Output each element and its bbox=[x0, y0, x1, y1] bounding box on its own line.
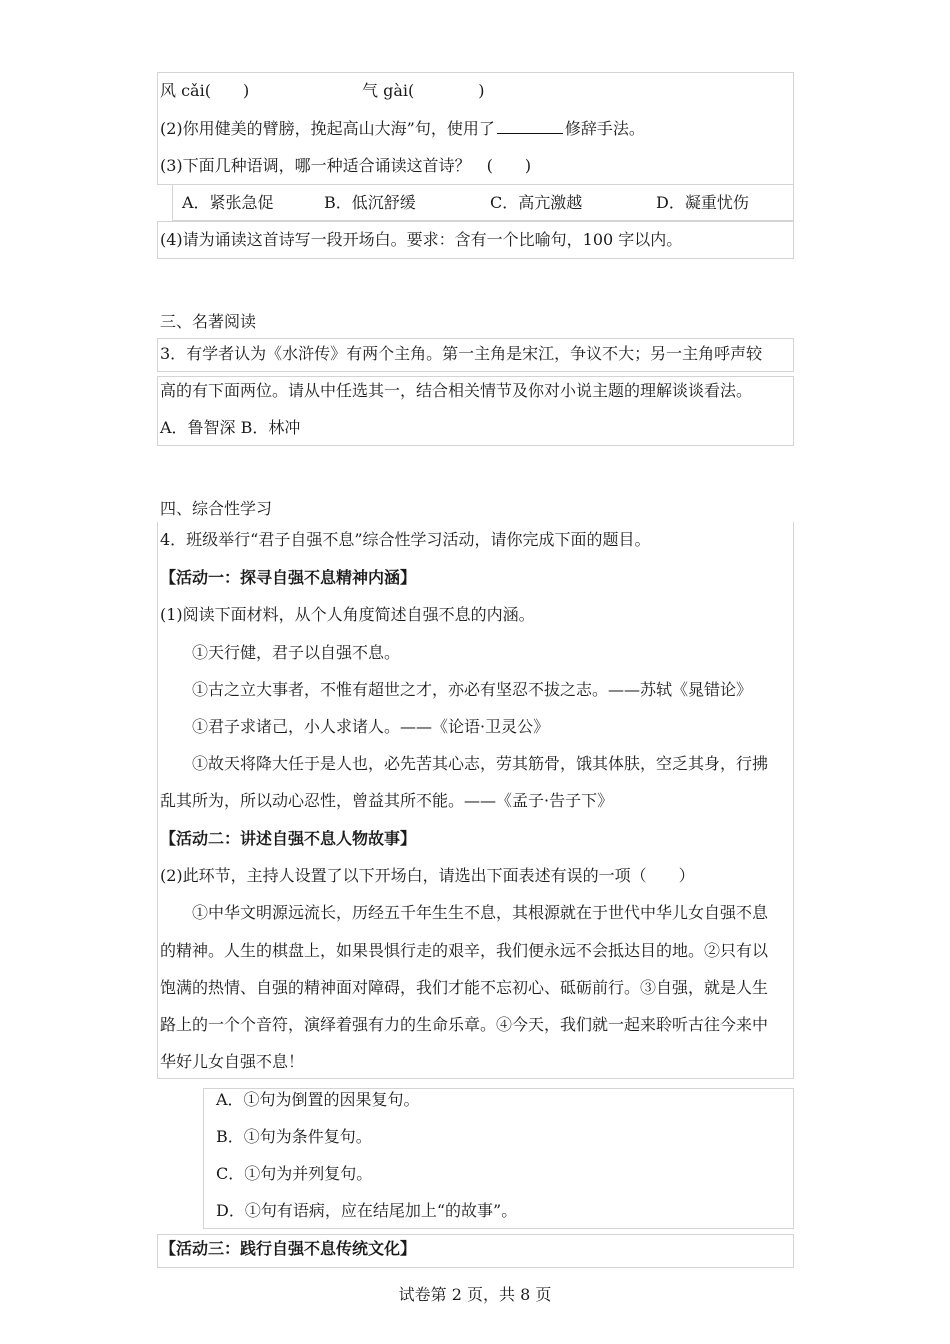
option-d[interactable]: D．凝重忧伤 bbox=[656, 193, 749, 212]
passage-line-3: 饱满的热情、自强的精神面对障碍，我们才能不忘初心、砥砺前行。③自强，就是人生 bbox=[160, 978, 769, 997]
question-4-intro: 4．班级举行“君子自强不息”综合性学习活动，请你完成下面的题目。 bbox=[160, 530, 651, 549]
answer-blank[interactable] bbox=[497, 117, 563, 134]
question-4-2: (2)此环节，主持人设置了以下开场白，请选出下面表述有误的一项（ ） bbox=[160, 866, 695, 885]
choice-c[interactable]: C．①句为并列复句。 bbox=[216, 1164, 373, 1183]
activity-2-title: 【活动二：讲述自强不息人物故事】 bbox=[160, 829, 417, 848]
option-c[interactable]: C．高亢激越 bbox=[490, 193, 583, 212]
section-heading-3: 三、名著阅读 bbox=[160, 312, 257, 331]
pinyin-qi: 气 gài( ) bbox=[362, 81, 485, 100]
passage-line-1: ①中华文明源远流长，历经五千年生生不息，其根源就在于世代中华儿女自强不息 bbox=[192, 903, 769, 922]
question-3-line1: 3．有学者认为《水浒传》有两个主角。第一主角是宋江，争议不大；另一主角呼声较 bbox=[160, 344, 763, 363]
quote-4: ①故天将降大任于是人也，必先苦其心志，劳其筋骨，饿其体肤，空乏其身，行拂 bbox=[192, 754, 769, 773]
activity-3-title: 【活动三：践行自强不息传统文化】 bbox=[160, 1239, 417, 1258]
question-4-1: (1)阅读下面材料，从个人角度简述自强不息的内涵。 bbox=[160, 605, 535, 624]
choice-b[interactable]: B．①句为条件复句。 bbox=[216, 1127, 372, 1146]
quote-3: ①君子求诸己，小人求诸人。——《论语·卫灵公》 bbox=[192, 717, 550, 736]
section-heading-4: 四、综合性学习 bbox=[160, 499, 273, 518]
passage-line-5: 华好儿女自强不息！ bbox=[160, 1052, 305, 1071]
pinyin-feng: 风 cǎi( ) bbox=[160, 81, 250, 100]
passage-line-4: 路上的一个个音符，演绎着强有力的生命乐章。④今天，我们就一起来聆听古往今来中 bbox=[160, 1015, 769, 1034]
question-2-3: (3)下面几种语调，哪一种适合诵读这首诗？ ( ) bbox=[160, 156, 532, 175]
option-a[interactable]: A．紧张急促 bbox=[182, 193, 274, 212]
question-3-options: A．鲁智深 B．林冲 bbox=[160, 418, 301, 437]
quote-1: ①天行健，君子以自强不息。 bbox=[192, 643, 401, 662]
choice-a[interactable]: A．①句为倒置的因果复句。 bbox=[216, 1090, 420, 1109]
question-2-2 bbox=[160, 117, 645, 141]
question-2-2-text: (2)你用健美的臂膀，挽起高山大海”句，使用了 bbox=[160, 119, 495, 138]
passage-line-2: 的精神。人生的棋盘上，如果畏惧行走的艰辛，我们便永远不会抵达目的地。②只有以 bbox=[160, 941, 769, 960]
choice-d[interactable]: D．①句有语病，应在结尾加上“的故事”。 bbox=[216, 1201, 518, 1220]
question-3-line2: 高的有下面两位。请从中任选其一，结合相关情节及你对小说主题的理解谈谈看法。 bbox=[160, 381, 753, 400]
question-2-4: (4)请为诵读这首诗写一段开场白。要求：含有一个比喻句，100 字以内。 bbox=[160, 230, 683, 249]
quote-2: ①古之立大事者，不惟有超世之才，亦必有坚忍不拔之志。——苏轼《晁错论》 bbox=[192, 680, 753, 699]
quote-4-continued: 乱其所为，所以动心忍性，曾益其所不能。——《孟子·告子下》 bbox=[160, 791, 614, 810]
question-2-2-tail: 修辞手法。 bbox=[564, 119, 645, 138]
option-b[interactable]: B．低沉舒缓 bbox=[324, 193, 416, 212]
page-footer: 试卷第 2 页，共 8 页 bbox=[398, 1285, 552, 1304]
activity-1-title: 【活动一：探寻自强不息精神内涵】 bbox=[160, 568, 417, 587]
